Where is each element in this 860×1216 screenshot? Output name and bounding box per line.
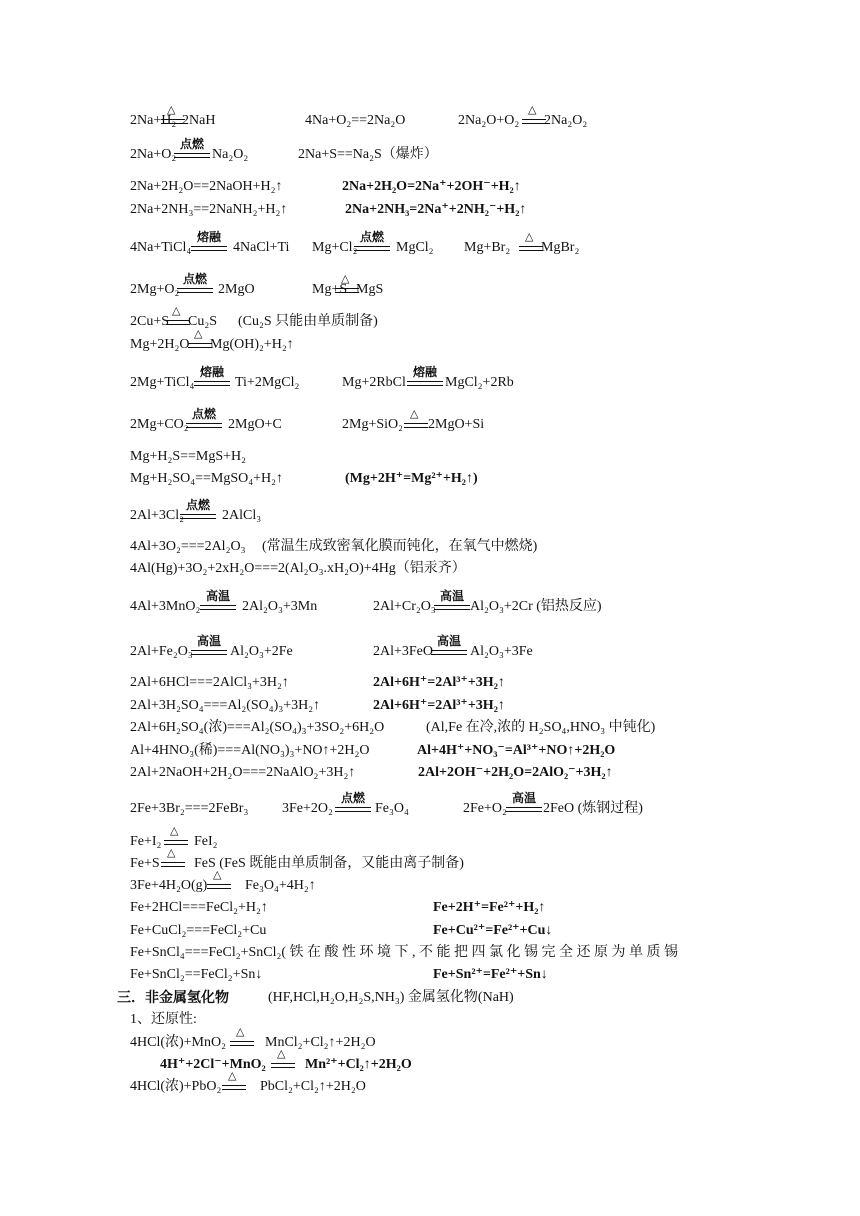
reaction-condition: △ — [172, 304, 181, 317]
equation-text: 2Al+Fe₂O₃ — [130, 644, 193, 659]
equation-text: Fe+CuCl₂===FeCl₂+Cu — [130, 923, 267, 938]
equation-text: MnCl₂+Cl₂↑+2H₂O — [265, 1035, 376, 1050]
equals-sign — [194, 381, 230, 386]
equation-text: 2Na+2H₂O=2Na⁺+2OH⁻+H₂↑ — [342, 179, 521, 194]
reaction-condition: 点燃 — [183, 272, 208, 286]
equation-text: MgCl₂ — [396, 240, 434, 255]
equals-sign — [506, 807, 542, 812]
equals-sign — [335, 807, 371, 812]
equation-text: MgBr₂ — [541, 240, 580, 255]
reaction-condition: 高温 — [206, 589, 231, 603]
equation-text: Fe₃O₄ — [375, 801, 409, 816]
equation-text: MgS — [356, 282, 384, 297]
equation-text: 2Al+6H⁺=2Al³⁺+3H₂↑ — [373, 698, 505, 713]
reaction-condition: 点燃 — [341, 791, 366, 805]
equals-sign — [200, 605, 236, 610]
equation-text: (Al,Fe 在冷,浓的 H₂SO₄,HNO₃ 中钝化) — [426, 720, 656, 735]
equation-text: 4NaCl+Ti — [233, 240, 290, 255]
equation-text: Fe+SnCl₂==FeCl₂+Sn↓ — [130, 967, 263, 982]
reaction-condition: △ — [525, 230, 534, 243]
equation-text: Al₂O₃+3Fe — [470, 644, 533, 659]
equation-text: 4Al+3O₂===2Al₂O₃ — [130, 539, 246, 554]
equation-text: 2Mg+TiCl₄ — [130, 375, 195, 390]
reaction-condition: 熔融 — [413, 365, 438, 379]
reaction-condition: 点燃 — [186, 498, 211, 512]
reaction-condition: △ — [528, 103, 537, 116]
equation-text: Mg+Cl₂ — [312, 240, 358, 255]
equation-text: 2Cu+S — [130, 314, 170, 329]
equation-text: Fe+S — [130, 856, 160, 871]
reaction-condition: △ — [167, 846, 176, 859]
equation-text: 4Na+O₂==2Na₂O — [305, 113, 406, 128]
equation-text: Na₂O₂ — [212, 147, 249, 162]
equation-text: Mg+H₂SO₄==MgSO₄+H₂↑ — [130, 471, 284, 486]
reaction-condition: 高温 — [440, 589, 465, 603]
equals-sign — [271, 1063, 295, 1068]
equals-sign — [431, 650, 467, 655]
equation-text: 2Fe+O₂ — [463, 801, 507, 816]
equation-text: 2Al₂O₃+3Mn — [242, 599, 318, 614]
reaction-condition: △ — [228, 1069, 237, 1082]
reaction-condition: △ — [213, 868, 222, 881]
equals-sign — [354, 246, 390, 251]
equation-text: Al+4H⁺+NO₃⁻=Al³⁺+NO↑+2H₂O — [417, 743, 616, 758]
equation-text: Mn²⁺+Cl₂↑+2H₂O — [305, 1057, 412, 1072]
equation-text: 4HCl(浓)+MnO₂ — [130, 1035, 226, 1050]
equation-text: 2Al+3FeO — [373, 644, 434, 659]
equation-text: 4HCl(浓)+PbO₂ — [130, 1079, 222, 1094]
equation-text: 2MgO — [218, 282, 255, 297]
reaction-condition: △ — [194, 327, 203, 340]
equation-text: Fe+Cu²⁺=Fe²⁺+Cu↓ — [433, 923, 553, 938]
equation-text: Mg+2RbCl — [342, 375, 406, 390]
equation-text: 2MgO+Si — [428, 417, 485, 432]
equation-text: Fe+I₂ — [130, 834, 162, 849]
equation-text: 2NaH — [182, 113, 216, 128]
equation-text: Fe+2HCl===FeCl₂+H₂↑ — [130, 900, 268, 915]
equation-text: 2Na+O₂ — [130, 147, 177, 162]
reaction-condition: △ — [167, 103, 176, 116]
equation-text: 4H⁺+2Cl⁻+MnO₂ — [160, 1057, 266, 1072]
equals-sign — [519, 246, 543, 251]
equals-sign — [180, 514, 216, 519]
equation-text: 2Al+2NaOH+2H₂O===2NaAlO₂+3H₂↑ — [130, 765, 356, 780]
equation-text: 2Al+2OH⁻+2H₂O=2AlO₂⁻+3H₂↑ — [418, 765, 613, 780]
reaction-condition: △ — [277, 1047, 286, 1060]
reaction-condition: 熔融 — [200, 365, 225, 379]
equation-text: (Cu₂S 只能由单质制备) — [238, 314, 378, 329]
equals-sign — [222, 1085, 246, 1090]
equation-text: Mg(OH)₂+H₂↑ — [210, 337, 294, 352]
equation-text: 3Fe+4H₂O(g) — [130, 878, 208, 893]
equation-text: FeI₂ — [194, 834, 218, 849]
equation-text: Mg+S — [312, 282, 348, 297]
reaction-condition: 高温 — [197, 634, 222, 648]
equals-sign — [191, 650, 227, 655]
section-heading: 三．非金属氢化物 — [117, 990, 229, 1006]
equals-sign — [188, 343, 212, 348]
equation-text: 2Mg+O₂ — [130, 282, 180, 297]
equation-text: Fe₃O₄+4H₂↑ — [245, 878, 316, 893]
equals-sign — [166, 320, 190, 325]
equation-text: PbCl₂+Cl₂↑+2H₂O — [260, 1079, 366, 1094]
equals-sign — [177, 288, 213, 293]
equals-sign — [161, 862, 185, 867]
equation-text: (Mg+2H⁺=Mg²⁺+H₂↑) — [345, 471, 478, 486]
equation-text: 2Na₂O+O₂ — [458, 113, 520, 128]
equation-text: 2Na+H₂ — [130, 113, 177, 128]
equation-text: 2Al+Cr₂O₃ — [373, 599, 436, 614]
equation-text: (HF,HCl,H₂O,H₂S,NH₃) 金属氢化物(NaH) — [268, 990, 514, 1005]
equation-text: Fe+SnCl₄===FeCl₂+SnCl₂( 铁 在 酸 性 环 境 下 , 不 能 把 四 氯 化 锡 完 全 还 原 为 单 质 锡 — [130, 945, 679, 960]
equation-text: 2Na+2NH₃=2Na⁺+2NH₂⁻+H₂↑ — [345, 202, 527, 217]
equation-text: 2Al+6HCl===2AlCl₃+3H₂↑ — [130, 675, 289, 690]
reaction-condition: △ — [341, 272, 350, 285]
reaction-condition: 点燃 — [360, 230, 385, 244]
equation-text: 2Fe+3Br₂===2FeBr₃ — [130, 801, 249, 816]
equals-sign — [230, 1041, 254, 1046]
equation-text: Cu₂S — [188, 314, 218, 329]
equation-text: Mg+H₂S==MgS+H₂ — [130, 449, 247, 464]
equation-text: Mg+Br₂ — [464, 240, 511, 255]
equation-text: Mg+2H₂O — [130, 337, 190, 352]
equation-text: 2FeO (炼钢过程) — [543, 801, 643, 816]
equation-text: 2MgO+C — [228, 417, 282, 432]
equation-text: 4Al+3MnO₂ — [130, 599, 201, 614]
equation-text: (常温生成致密氧化膜而钝化，在氧气中燃烧) — [262, 539, 538, 554]
equation-text: 2Na+S==Na₂S（爆炸） — [298, 147, 438, 162]
equation-text: Fe+2H⁺=Fe²⁺+H₂↑ — [433, 900, 546, 915]
reaction-condition: 点燃 — [192, 407, 217, 421]
reaction-condition: 高温 — [512, 791, 537, 805]
reaction-condition: △ — [170, 824, 179, 837]
equals-sign — [407, 381, 443, 386]
equation-text: 2Na+2H₂O==2NaOH+H₂↑ — [130, 179, 283, 194]
reaction-condition: △ — [410, 407, 419, 420]
equation-text: 2Mg+SiO₂ — [342, 417, 404, 432]
reaction-condition: 高温 — [437, 634, 462, 648]
reaction-condition: 熔融 — [197, 230, 222, 244]
equals-sign — [522, 119, 546, 124]
equation-text: 2Al+6H⁺=2Al³⁺+3H₂↑ — [373, 675, 505, 690]
equation-text: Al₂O₃+2Fe — [230, 644, 293, 659]
equation-text: 2Na+2NH₃==2NaNH₂+H₂↑ — [130, 202, 288, 217]
reaction-condition: △ — [236, 1025, 245, 1038]
equation-text: FeS (FeS 既能由单质制备，又能由离子制备) — [194, 856, 464, 871]
equation-text: 2Mg+CO₂ — [130, 417, 189, 432]
equals-sign — [174, 153, 210, 158]
equals-sign — [186, 423, 222, 428]
equation-text: Ti+2MgCl₂ — [235, 375, 300, 390]
equation-text: 1、还原性: — [130, 1012, 197, 1027]
equation-text: 2Al+3H₂SO₄===Al₂(SO₄)₃+3H₂↑ — [130, 698, 321, 713]
equation-text: Al₂O₃+2Cr (铝热反应) — [470, 599, 602, 614]
equation-text: 2Al+6H₂SO₄(浓)===Al₂(SO₄)₃+3SO₂+6H₂O — [130, 720, 385, 735]
equation-text: 2Al+3Cl₂ — [130, 508, 185, 523]
equals-sign — [404, 423, 428, 428]
equation-text: Fe+Sn²⁺=Fe²⁺+Sn↓ — [433, 967, 548, 982]
equation-text: 3Fe+2O₂ — [282, 801, 333, 816]
equation-text: 2Na₂O₂ — [544, 113, 588, 128]
equals-sign — [207, 884, 231, 889]
equals-sign — [434, 605, 470, 610]
equation-text: Al+4HNO₃(稀)===Al(NO₃)₃+NO↑+2H₂O — [130, 743, 370, 758]
equals-sign — [164, 840, 188, 845]
equation-text: 4Al(Hg)+3O₂+2xH₂O===2(Al₂O₃.xH₂O)+4Hg（铝汞齐） — [130, 561, 466, 576]
equation-text: 2AlCl₃ — [222, 508, 262, 523]
equals-sign — [191, 246, 227, 251]
reaction-condition: 点燃 — [180, 137, 205, 151]
equation-text: 4Na+TiCl₄ — [130, 240, 192, 255]
equation-text: MgCl₂+2Rb — [445, 375, 514, 390]
